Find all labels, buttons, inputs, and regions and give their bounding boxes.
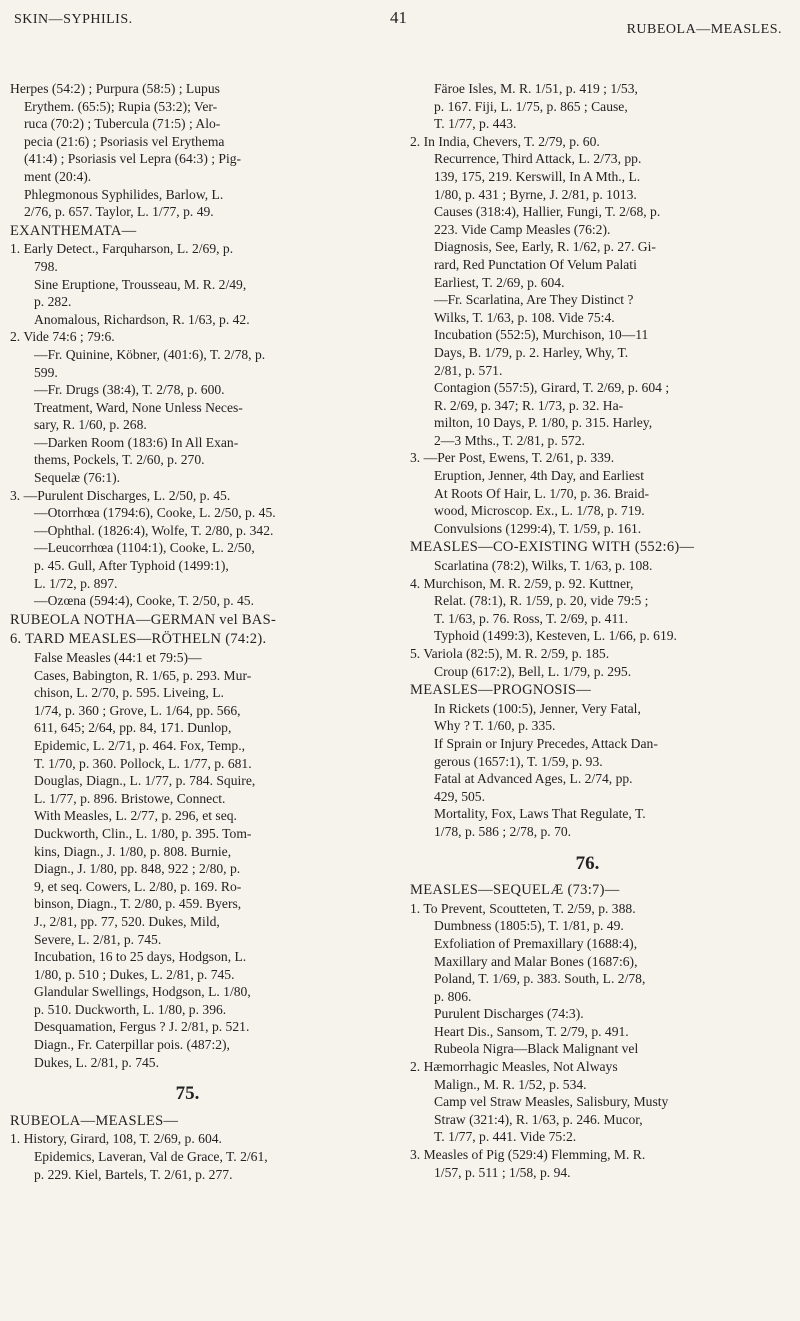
index-line: Mortality, Fox, Laws That Regulate, T. bbox=[434, 806, 646, 822]
index-line: —Leucorrhœa (1104:1), Cooke, L. 2/50, bbox=[34, 540, 255, 556]
index-line: pecia (21:6) ; Psoriasis vel Erythema bbox=[24, 133, 225, 149]
index-heading: MEASLES—CO-EXISTING WITH (552:6)— bbox=[410, 539, 695, 556]
index-line: p. 806. bbox=[434, 988, 472, 1004]
index-line: Wilks, T. 1/63, p. 108. Vide 75:4. bbox=[434, 309, 615, 325]
index-line: If Sprain or Injury Precedes, Attack Dan- bbox=[434, 735, 658, 751]
index-line: In Rickets (100:5), Jenner, Very Fatal, bbox=[434, 700, 641, 716]
index-line: 139, 175, 219. Kerswill, In A Mth., L. bbox=[434, 168, 641, 184]
index-line: chison, L. 2/70, p. 595. Liveing, L. bbox=[34, 685, 224, 701]
index-line: At Roots Of Hair, L. 1/70, p. 36. Braid- bbox=[434, 485, 650, 501]
index-line: 429, 505. bbox=[434, 788, 485, 804]
index-line: p. 229. Kiel, Bartels, T. 2/61, p. 277. bbox=[34, 1166, 233, 1182]
running-head-right: RUBEOLA—MEASLES. bbox=[626, 22, 782, 37]
index-line: rard, Red Punctation Of Velum Palati bbox=[434, 256, 637, 272]
index-line: 2. Hæmorrhagic Measles, Not Always bbox=[410, 1059, 618, 1075]
section-number: 75. bbox=[175, 1083, 200, 1105]
index-line: Maxillary and Malar Bones (1687:6), bbox=[434, 953, 638, 969]
index-line: 2/81, p. 571. bbox=[434, 362, 503, 378]
index-line: Incubation, 16 to 25 days, Hodgson, L. bbox=[34, 949, 247, 965]
index-line: Diagn., J. 1/80, pp. 848, 922 ; 2/80, p. bbox=[34, 861, 241, 877]
index-line: 3. —Purulent Discharges, L. 2/50, p. 45. bbox=[10, 487, 231, 503]
index-line: Incubation (552:5), Murchison, 10—11 bbox=[434, 327, 649, 343]
index-line: Douglas, Diagn., L. 1/77, p. 784. Squire, bbox=[34, 773, 256, 789]
index-line: 3. Measles of Pig (529:4) Flemming, M. R. bbox=[410, 1147, 646, 1163]
index-line: Poland, T. 1/69, p. 383. South, L. 2/78, bbox=[434, 971, 646, 987]
index-line: wood, Microscop. Ex., L. 1/78, p. 719. bbox=[434, 503, 645, 519]
index-line: Why ? T. 1/60, p. 335. bbox=[434, 718, 556, 734]
index-line: —Darken Room (183:6) In All Exan- bbox=[34, 434, 239, 450]
index-line: —Ophthal. (1826:4), Wolfe, T. 2/80, p. 342. bbox=[34, 522, 274, 538]
index-line: Herpes (54:2) ; Purpura (58:5) ; Lupus bbox=[10, 81, 220, 96]
index-line: Earliest, T. 2/69, p. 604. bbox=[434, 274, 565, 290]
index-line: Sequelæ (76:1). bbox=[34, 470, 121, 486]
index-line: Färoe Isles, M. R. 1/51, p. 419 ; 1/53, bbox=[434, 81, 638, 96]
index-line: binson, Diagn., T. 2/80, p. 459. Byers, bbox=[34, 896, 242, 912]
index-line: 5. Variola (82:5), M. R. 2/59, p. 185. bbox=[410, 646, 610, 661]
index-line: p. 282. bbox=[34, 294, 72, 310]
index-line: Dukes, L. 2/81, p. 745. bbox=[34, 1054, 159, 1070]
index-line: —Ozœna (594:4), Cooke, T. 2/50, p. 45. bbox=[34, 593, 254, 609]
running-head bbox=[0, 8, 800, 78]
index-line: T. 1/77, p. 443. bbox=[434, 116, 517, 132]
index-line: 1/74, p. 360 ; Grove, L. 1/64, pp. 566, bbox=[34, 702, 241, 718]
index-line: Phlegmonous Syphilides, Barlow, L. bbox=[24, 186, 224, 202]
index-line: L. 1/77, p. 896. Bristowe, Connect. bbox=[34, 790, 226, 806]
index-line: —Otorrhœa (1794:6), Cooke, L. 2/50, p. 45. bbox=[34, 505, 276, 521]
index-line: Dumbness (1805:5), T. 1/81, p. 49. bbox=[434, 918, 624, 934]
index-line: 1/57, p. 511 ; 1/58, p. 94. bbox=[434, 1164, 571, 1180]
index-line: 1/80, p. 510 ; Dukes, L. 2/81, p. 745. bbox=[34, 966, 235, 982]
section-number: 76. bbox=[575, 852, 600, 874]
index-line: Days, B. 1/79, p. 2. Harley, Why, T. bbox=[434, 344, 629, 360]
index-line: 1/78, p. 586 ; 2/78, p. 70. bbox=[434, 823, 572, 839]
index-line: 1/80, p. 431 ; Byrne, J. 2/81, p. 1013. bbox=[434, 186, 637, 202]
index-line: Eruption, Jenner, 4th Day, and Earliest bbox=[434, 468, 644, 484]
index-line: J., 2/81, pp. 77, 520. Dukes, Mild, bbox=[34, 913, 220, 929]
index-line: Anomalous, Richardson, R. 1/63, p. 42. bbox=[34, 311, 250, 327]
index-line: 1. To Prevent, Scoutteten, T. 2/59, p. 388. bbox=[410, 900, 636, 916]
index-line: 2—3 Mths., T. 2/81, p. 572. bbox=[434, 432, 585, 448]
index-line: kins, Diagn., J. 1/80, p. 808. Burnie, bbox=[34, 843, 232, 859]
index-line: —Fr. Drugs (38:4), T. 2/78, p. 600. bbox=[34, 382, 225, 398]
index-line: Diagn., Fr. Caterpillar pois. (487:2), bbox=[34, 1037, 230, 1053]
index-line: 1. History, Girard, 108, T. 2/69, p. 604. bbox=[10, 1131, 222, 1147]
index-line: Convulsions (1299:4), T. 1/59, p. 161. bbox=[434, 520, 642, 536]
index-line: 223. Vide Camp Measles (76:2). bbox=[434, 221, 611, 237]
index-heading: RUBEOLA NOTHA—GERMAN vel BAS- bbox=[10, 611, 277, 628]
index-line: Cases, Babington, R. 1/65, p. 293. Mur- bbox=[34, 667, 252, 683]
index-line: ment (20:4). bbox=[24, 168, 92, 184]
index-line: R. 2/69, p. 347; R. 1/73, p. 32. Ha- bbox=[434, 397, 624, 413]
index-line: Croup (617:2), Bell, L. 1/79, p. 295. bbox=[434, 663, 632, 679]
index-line: Purulent Discharges (74:3). bbox=[434, 1006, 584, 1022]
index-line: p. 167. Fiji, L. 1/75, p. 865 ; Cause, bbox=[434, 98, 628, 114]
index-line: Erythem. (65:5); Rupia (53:2); Ver- bbox=[24, 98, 218, 114]
running-head-left: SKIN—SYPHILIS. bbox=[14, 12, 133, 27]
page-number: 41 bbox=[390, 8, 407, 27]
index-line: Heart Dis., Sansom, T. 2/79, p. 491. bbox=[434, 1023, 629, 1039]
index-line: Rubeola Nigra—Black Malignant vel bbox=[434, 1041, 639, 1057]
index-line: milton, 10 Days, P. 1/80, p. 315. Harley, bbox=[434, 415, 653, 431]
index-line: 798. bbox=[34, 258, 58, 274]
index-line: Glandular Swellings, Hodgson, L. 1/80, bbox=[34, 984, 251, 1000]
index-line: 611, 645; 2/64, pp. 84, 171. Dunlop, bbox=[34, 720, 232, 736]
index-line: T. 1/77, p. 441. Vide 75:2. bbox=[434, 1129, 577, 1145]
index-line: Typhoid (1499:3), Kesteven, L. 1/66, p. 619. bbox=[434, 628, 677, 644]
index-line: sary, R. 1/60, p. 268. bbox=[34, 417, 147, 433]
index-line: 599. bbox=[34, 364, 58, 380]
index-line: —Fr. Quinine, Köbner, (401:6), T. 2/78, p. bbox=[34, 346, 266, 362]
index-line: Exfoliation of Premaxillary (1688:4), bbox=[434, 935, 638, 951]
index-line: L. 1/72, p. 897. bbox=[34, 575, 118, 591]
index-line: Epidemics, Laveran, Val de Grace, T. 2/61, bbox=[34, 1149, 268, 1165]
index-line: 2. In India, Chevers, T. 2/79, p. 60. bbox=[410, 133, 600, 149]
index-line: Contagion (557:5), Girard, T. 2/69, p. 604 ; bbox=[434, 380, 670, 396]
index-line: T. 1/63, p. 76. Ross, T. 2/69, p. 411. bbox=[434, 610, 628, 626]
index-line: thems, Pockels, T. 2/60, p. 270. bbox=[34, 452, 205, 468]
index-line: 9, et seq. Cowers, L. 2/80, p. 169. Ro- bbox=[34, 878, 242, 894]
index-line: Sine Eruptione, Trousseau, M. R. 2/49, bbox=[34, 276, 247, 292]
index-heading: MEASLES—PROGNOSIS— bbox=[410, 682, 592, 699]
index-line: Relat. (78:1), R. 1/59, p. 20, vide 79:5 ; bbox=[434, 593, 649, 609]
index-line: Duckworth, Clin., L. 1/80, p. 395. Tom- bbox=[34, 825, 252, 841]
index-line: Epidemic, L. 2/71, p. 464. Fox, Temp., bbox=[34, 737, 245, 753]
index-line: Causes (318:4), Hallier, Fungi, T. 2/68, p. bbox=[434, 204, 661, 220]
index-line: p. 45. Gull, After Typhoid (1499:1), bbox=[34, 558, 229, 574]
index-line: Straw (321:4), R. 1/63, p. 246. Mucor, bbox=[434, 1111, 643, 1127]
index-heading: EXANTHEMATA— bbox=[10, 222, 137, 239]
index-line: gerous (1657:1), T. 1/59, p. 93. bbox=[434, 753, 603, 769]
index-line: 4. Murchison, M. R. 2/59, p. 92. Kuttner, bbox=[410, 575, 634, 591]
index-line: Severe, L. 2/81, p. 745. bbox=[34, 931, 162, 947]
index-line: With Measles, L. 2/77, p. 296, et seq. bbox=[34, 808, 237, 824]
index-line: Desquamation, Fergus ? J. 2/81, p. 521. bbox=[34, 1019, 250, 1035]
index-heading: RUBEOLA—MEASLES— bbox=[10, 1112, 179, 1129]
index-line: Fatal at Advanced Ages, L. 2/74, pp. bbox=[434, 771, 633, 787]
index-line: —Fr. Scarlatina, Are They Distinct ? bbox=[434, 292, 634, 308]
index-line: p. 510. Duckworth, L. 1/80, p. 396. bbox=[34, 1001, 227, 1017]
index-heading: 6. TARD MEASLES—RÖTHELN (74:2). bbox=[10, 631, 267, 648]
index-line: 3. —Per Post, Ewens, T. 2/61, p. 339. bbox=[410, 450, 615, 466]
index-line: Diagnosis, See, Early, R. 1/62, p. 27. Gi- bbox=[434, 239, 656, 255]
index-heading: MEASLES—SEQUELÆ (73:7)— bbox=[410, 882, 620, 899]
index-line: Treatment, Ward, None Unless Neces- bbox=[34, 399, 243, 415]
index-line: Malign., M. R. 1/52, p. 534. bbox=[434, 1076, 587, 1092]
index-line: 1. Early Detect., Farquharson, L. 2/69, p. bbox=[10, 241, 234, 257]
index-line: T. 1/70, p. 360. Pollock, L. 1/77, p. 681. bbox=[34, 755, 252, 771]
left-column bbox=[10, 80, 365, 1183]
index-line: 2/76, p. 657. Taylor, L. 1/77, p. 49. bbox=[24, 204, 214, 220]
right-column bbox=[410, 80, 765, 1181]
index-line: ruca (70:2) ; Tubercula (71:5) ; Alo- bbox=[24, 116, 221, 132]
index-line: False Measles (44:1 et 79:5)— bbox=[34, 650, 202, 665]
index-line: (41:4) ; Psoriasis vel Lepra (64:3) ; Pig- bbox=[24, 151, 242, 167]
index-line: 2. Vide 74:6 ; 79:6. bbox=[10, 329, 115, 345]
index-line: Scarlatina (78:2), Wilks, T. 1/63, p. 108. bbox=[434, 558, 653, 574]
index-line: Recurrence, Third Attack, L. 2/73, pp. bbox=[434, 151, 642, 167]
index-line: Camp vel Straw Measles, Salisbury, Musty bbox=[434, 1094, 669, 1110]
